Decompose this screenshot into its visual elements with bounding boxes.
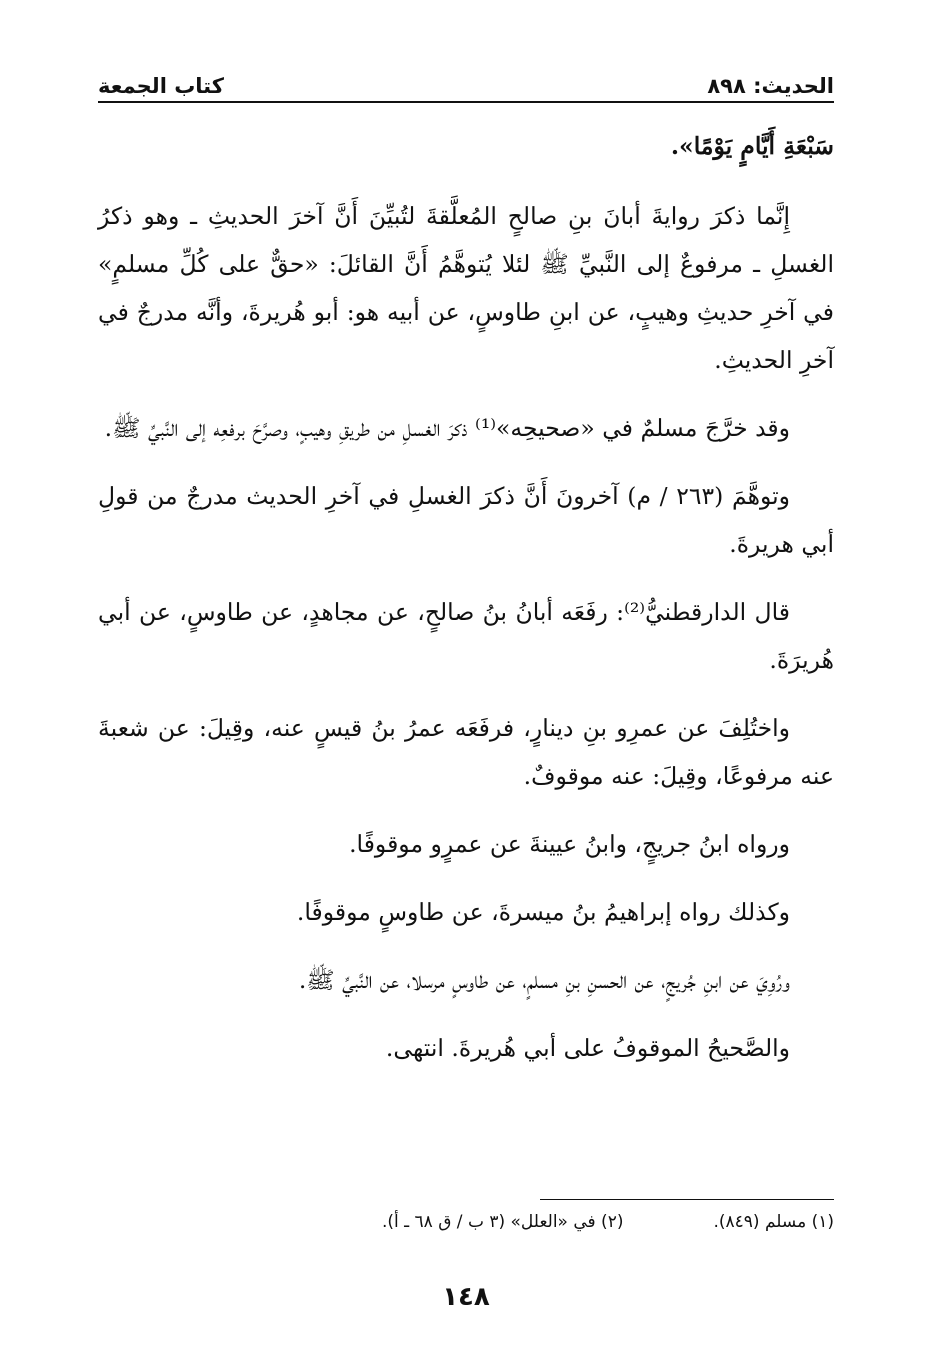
paragraph: سَبْعَةِ أَيَّامٍ يَوْمًا». [670,132,834,160]
main-text [98,122,834,1092]
paragraph: قال الدارقطنيُّ⁽²⁾: رفَعَه أبانُ بنُ صالحٍ، عن مجاهدٍ، عن طاوسٍ، عن أبي هُريرَةَ. [98,598,834,674]
paragraph: واختُلِفَ عن عمرِو بنِ دينارٍ، فرفَعَه عمرُ بنُ قيسٍ عنه، وقِيلَ: عن شعبةَ عنه مرفوعًا، وقِيلَ: عنه موقوفٌ. [98,714,834,790]
paragraph: والصَّحيحُ الموقوفُ على أبي هُريرةَ. انتهى. [385,1034,790,1062]
hadith-number: الحديث: ٨٩٨ [707,74,834,98]
footnotes [98,1212,834,1244]
paragraph: وكذلك رواه إبراهيمُ بنُ ميسرةَ، عن طاوسٍ موقوفًا. [296,898,790,926]
footnote-divider [540,1199,834,1200]
running-header [98,62,834,98]
book-title: كتاب الجمعة [98,74,224,98]
page-number: ١٤٨ [442,1282,490,1312]
paragraph: وتوهَّمَ (٢٦٣ / م) آخرونَ أَنَّ ذكرَ الغسلِ في آخرِ الحديث مدرجٌ من قولِ أبي هريرةَ. [98,482,834,558]
paragraph: ورُوِيَ عن ابنِ جُريجٍ، عن الحسنِ بنِ مسلمٍ، عن طاوسٍ مرسلا، عن النَّبيِّ ﷺ. [298,966,790,994]
paragraph: إِنَّما ذكرَ روايةَ أبانَ بنِ صالحٍ المُعلَّقةَ لتُبيِّنَ أَنَّ آخرَ الحديثِ ـ وهو ذكرُ الغسلِ ـ مرفوعٌ إلى النَّبيِّ ﷺ لئلا يُتوهَّمُ أَنَّ القائلَ: «حقٌّ على كُلِّ مسلمٍ» في آخرِ حديثِ وهيبٍ، عن ابنِ طاوسٍ، عن أبيه هو: أبو هُريرةَ، وأنَّه مدرجٌ في آخرِ الحديثِ. [98,202,834,374]
footnote-1: (١) مسلم (٨٤٩). [713,1212,834,1232]
paragraph: وقد خرَّجَ مسلمٌ في «صحيحِه»⁽¹⁾ ذكرَ الغسلِ من طريقِ وهيبٍ، وصرَّحَ برفعِه إلى النَّبيِّ ﷺ. [104,414,790,442]
footnote-2: (٢) في «العلل» (٣ ب / ق ٦٨ ـ أ). [381,1212,624,1232]
header-divider [98,101,834,103]
paragraph: ورواه ابنُ جريجٍ، وابنُ عيينةَ عن عمرٍو موقوفًا. [349,830,790,858]
